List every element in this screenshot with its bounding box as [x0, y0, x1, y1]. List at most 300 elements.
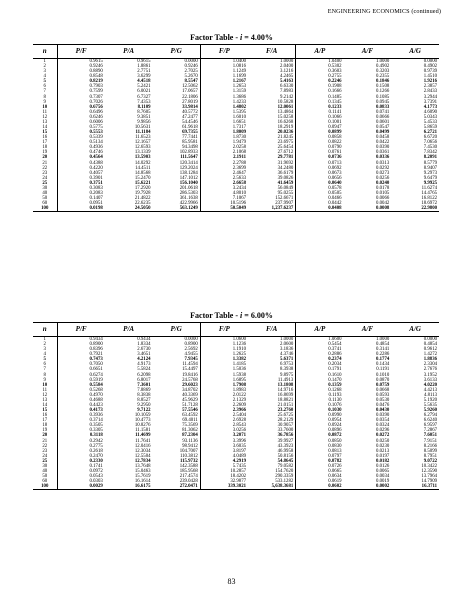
factor-cell: 3.1836: [280, 347, 294, 353]
factor-cell: 533.1282: [275, 479, 294, 485]
factor-cell: 16.6268: [277, 119, 294, 125]
factor-cell: 0.1030: [296, 408, 344, 413]
factor-cell: 115.9732: [180, 458, 198, 464]
factor-cell: 2.2788: [200, 161, 248, 166]
factor-cell: 1.4510: [423, 74, 437, 80]
factor-cell: 0.9615: [137, 59, 151, 64]
factor-cell: 0.4564: [57, 155, 105, 160]
factor-cell: 14.0292: [134, 160, 151, 166]
factor-cell: 0.0292: [376, 165, 390, 171]
factor-cell: 3.4651: [137, 352, 151, 358]
table-row: [33, 484, 439, 490]
factor-cell: 0.7026: [57, 100, 105, 105]
factor-cell: 0.0029: [57, 484, 105, 490]
factor-cell: 46.9958: [277, 448, 294, 454]
factor-cell: 0.1846: [376, 79, 390, 85]
factor-cell: 1.3159: [200, 89, 248, 94]
factor-cell: 0.0924: [296, 423, 344, 428]
factor-cell: 0.0499: [376, 130, 390, 136]
factor-cell: 0.0850: [296, 439, 344, 444]
factor-cell: 0.1066: [296, 115, 344, 120]
factor-cell: 0.0000: [184, 59, 198, 64]
factor-cell: 47.2477: [182, 114, 198, 120]
factor-cell: 2.3304: [423, 362, 437, 368]
factor-cell: 8.3938: [280, 367, 294, 373]
table-row: [33, 433, 439, 438]
factor-cell: 0.4970: [57, 393, 105, 398]
period-cell: 12: [42, 392, 48, 398]
factor-cell: 0.0065: [376, 469, 390, 475]
factor-cell: 6.6330: [280, 84, 294, 90]
factor-cell: 12.5504: [134, 453, 151, 459]
factor-cell: 5,638.3681: [248, 484, 296, 490]
factor-cell: 1.2167: [200, 79, 248, 84]
period-cell: 100: [33, 484, 57, 490]
factor-cell: 4.4518: [137, 79, 151, 85]
factor-cell: 1.6010: [200, 115, 248, 120]
factor-cell: 2.5633: [200, 176, 248, 181]
period-cell: 40: [42, 469, 48, 475]
factor-cell: 1.3382: [200, 357, 248, 362]
factor-cell: 23.2760: [277, 408, 294, 414]
factor-cell: 1.0000: [376, 337, 390, 342]
factor-cell: 16.1614: [134, 479, 151, 485]
factor-cell: 7.8983: [280, 89, 294, 95]
factor-cell: 1.0816: [200, 64, 248, 69]
factor-cell: 0.1908: [296, 84, 344, 89]
table-row: [33, 161, 439, 166]
factor-cell: 0.6756: [57, 105, 105, 110]
factor-cell: 0.1359: [296, 383, 344, 388]
factor-cell: 0.0019: [376, 479, 390, 485]
factor-cell: 9.0722: [423, 458, 437, 464]
factor-cell: 1.4185: [200, 362, 248, 367]
factor-cell: 2.7751: [137, 69, 151, 75]
factor-cell: 81.3062: [182, 428, 198, 434]
factor-cell: 7.2867: [423, 428, 437, 434]
factor-cell: 12.0061: [277, 104, 294, 110]
factor-cell: 14.7909: [421, 479, 437, 485]
factor-cell: 0.0066: [376, 196, 390, 202]
factor-cell: 1.9216: [423, 79, 437, 85]
factor-cell: 4.4213: [423, 387, 437, 393]
factor-cell: 54.8645: [277, 458, 294, 464]
page-number: 83: [227, 577, 236, 586]
factor-cell: 1.2653: [200, 84, 248, 89]
factor-cell: 0.4854: [376, 342, 390, 348]
factor-cell: 0.0324: [376, 423, 390, 429]
factor-cell: 13.1808: [277, 382, 294, 388]
factor-cell: 2.8543: [200, 423, 248, 428]
factor-cell: 27.6712: [277, 150, 294, 156]
factor-cell: 0.2618: [57, 449, 105, 454]
factor-cell: 3.2944: [423, 94, 437, 100]
factor-cell: 0.9434: [57, 337, 105, 343]
column-header: F/A: [248, 323, 296, 337]
table-row: [33, 373, 439, 378]
factor-cell: 5.1920: [423, 397, 437, 403]
factor-cell: 0.0790: [296, 145, 344, 150]
factor-cell: 5.5824: [137, 367, 151, 373]
factor-cell: 422.9966: [179, 201, 198, 207]
factor-cell: 0.3603: [296, 69, 344, 74]
factor-cell: 9.2973: [423, 170, 437, 176]
factor-cell: 6.2794: [423, 413, 437, 419]
factor-cell: 239.0428: [179, 479, 198, 485]
factor-cell: 1,237.6237: [248, 206, 296, 212]
period-cell: 8: [43, 372, 46, 378]
factor-cell: 4.2124: [137, 357, 151, 363]
factor-cell: 56.0849: [277, 185, 294, 191]
factor-cell: 0.0666: [376, 114, 390, 120]
factor-cell: 0.0354: [376, 418, 390, 424]
factor-cell: 3.6299: [137, 74, 151, 80]
factor-cell: 43.3923: [277, 443, 294, 449]
factor-cell: 13.7648: [134, 463, 151, 469]
table-row: [33, 367, 439, 372]
period-cell: 50: [42, 196, 48, 202]
factor-cell: 0.1233: [296, 105, 344, 110]
factor-cell: 14.8568: [134, 170, 151, 176]
factor-cell: 11.7641: [135, 438, 151, 444]
factor-cell: 0.0692: [296, 166, 344, 171]
factor-cell: 0.0361: [376, 150, 390, 156]
factor-cell: 2.8433: [423, 89, 437, 95]
factor-cell: 1.7317: [200, 125, 248, 130]
period-cell: 100: [33, 206, 57, 212]
factor-cell: 0.3305: [57, 428, 105, 433]
factor-cell: 14.4511: [135, 165, 151, 171]
factor-cell: 0.0899: [296, 130, 344, 135]
factor-cell: 6.7327: [137, 94, 151, 100]
factor-cell: 18.8821: [277, 397, 294, 403]
factor-cell: 147.1012: [179, 175, 198, 181]
factor-cell: 0.0602: [296, 484, 344, 490]
factor-cell: 5.4163: [280, 79, 294, 85]
factor-cell: 2.1329: [200, 398, 248, 403]
factor-cell: 129.2024: [179, 165, 198, 171]
factor-cell: 6.2098: [137, 372, 151, 378]
factor-cell: 10.5196: [200, 201, 248, 206]
factor-cell: 50.5049: [200, 206, 248, 212]
factor-cell: 201.0618: [179, 185, 198, 191]
factor-cell: 0.4936: [57, 145, 105, 150]
period-cell: 17: [42, 418, 48, 424]
factor-cell: 75.3569: [182, 423, 198, 429]
factor-cell: 0.0430: [376, 408, 390, 414]
factor-cell: 0.0797: [296, 454, 344, 459]
factor-cell: 0.5454: [296, 342, 344, 347]
table-row: [33, 166, 439, 171]
factor-cell: 0.2246: [296, 79, 344, 84]
factor-cell: 9.2950: [137, 403, 151, 409]
period-cell: 6: [43, 362, 46, 368]
factor-cell: 0.0390: [376, 145, 390, 151]
factor-cell: 93.1136: [182, 438, 198, 444]
factor-cell: 0.3714: [57, 418, 105, 423]
factor-cell: 0.0230: [376, 443, 390, 449]
factor-cell: 0.0822: [296, 140, 344, 145]
factor-cell: 10.1059: [134, 413, 151, 419]
factor-cell: 17.0657: [182, 89, 198, 95]
factor-cell: 69.4011: [182, 418, 198, 424]
factor-cell: 29.7781: [277, 155, 294, 161]
factor-cell: 0.1010: [376, 372, 390, 378]
factor-cell: 1.8730: [200, 135, 248, 140]
factor-cell: 0.3118: [57, 433, 105, 438]
factor-cell: 5.0343: [423, 114, 437, 120]
factor-cell: 5.9260: [423, 408, 437, 414]
factor-cell: 6.6720: [423, 135, 437, 141]
factor-cell: 12.5062: [182, 84, 198, 90]
factor-cell: 6.0021: [137, 89, 151, 95]
factor-cell: 0.7903: [57, 84, 105, 89]
factor-cell: 0.0272: [376, 433, 390, 439]
factor-cell: 0.0947: [296, 125, 344, 130]
factor-cell: 0.1741: [57, 464, 105, 469]
factor-cell: 8.9407: [423, 165, 437, 171]
factor-cell: 1.1249: [200, 69, 248, 74]
factor-cell: 8.8527: [137, 397, 151, 403]
column-header: P/F: [57, 45, 105, 59]
factor-cell: 6.6240: [423, 418, 437, 424]
factor-cell: 41.6459: [277, 180, 294, 186]
factor-cell: 0.9434: [137, 337, 151, 342]
factor-cell: 217.4574: [179, 474, 198, 480]
factor-cell: 0.0954: [296, 418, 344, 423]
factor-cell: 0.7473: [57, 357, 105, 362]
factor-cell: 0.0042: [376, 201, 390, 207]
factor-cell: 0.0505: [296, 191, 344, 196]
factor-cell: 0.0213: [376, 448, 390, 454]
factor-cell: 0.0830: [296, 444, 344, 449]
period-cell: 16: [42, 413, 48, 419]
factor-cell: 2.7676: [423, 367, 437, 373]
factor-cell: 5.6371: [280, 357, 294, 363]
factor-cell: 1.0000: [376, 59, 390, 64]
factor-cell: 13.5903: [134, 155, 151, 161]
factor-cell: 2.6658: [200, 181, 248, 186]
factor-cell: 0.5134: [57, 140, 105, 145]
factor-cell: 0.0858: [296, 135, 344, 140]
factor-cell: 361.1638: [179, 196, 198, 202]
factor-cell: 4.8113: [423, 392, 437, 398]
header-row: [33, 45, 439, 59]
factor-cell: 4.2465: [280, 74, 294, 80]
period-cell: 20: [42, 155, 48, 161]
factor-cell: 0.2886: [296, 352, 344, 357]
factor-cell: 22.1806: [182, 94, 198, 100]
factor-cell: 563.1249: [153, 206, 201, 212]
period-cell: 21: [42, 438, 48, 444]
factor-cell: 12.0416: [134, 443, 151, 449]
factor-cell: 0.0601: [376, 119, 390, 125]
factor-cell: 0.7921: [57, 352, 105, 357]
table-row: [33, 444, 439, 449]
period-cell: 7: [43, 367, 46, 373]
factor-cell: 120.3414: [179, 160, 198, 166]
factor-cell: 1.8861: [137, 64, 151, 70]
factor-cell: 54.4546: [182, 119, 198, 125]
factor-cell: 0.0240: [376, 180, 390, 186]
period-cell: 24: [42, 175, 48, 181]
factor-cell: 50.8156: [277, 453, 294, 459]
period-cell: 1: [43, 59, 46, 64]
factor-cell: 77.7441: [182, 135, 198, 141]
factor-cell: 3.6035: [200, 444, 248, 449]
period-cell: 13: [42, 397, 48, 403]
factor-cell: 10.5828: [277, 99, 294, 105]
factor-cell: 0.6496: [57, 110, 105, 115]
factor-cell: 3.3996: [200, 439, 248, 444]
factor-cell: 1.2625: [200, 352, 248, 357]
factor-cell: 16.6175: [105, 484, 153, 490]
factor-cell: 0.0945: [376, 99, 390, 105]
factor-cell: 57.5546: [182, 408, 198, 414]
factor-cell: 0.0000: [184, 337, 198, 342]
title-suffix: = 6.00%: [242, 311, 273, 320]
factor-cell: 0.0408: [296, 206, 344, 212]
factor-cell: 0.1191: [376, 367, 390, 373]
factor-cell: 7.9151: [423, 438, 437, 444]
factor-cell: 1.9479: [200, 140, 248, 145]
factor-cell: 11.4913: [277, 377, 294, 383]
period-cell: 12: [42, 114, 48, 120]
factor-cell: 339.3021: [200, 484, 248, 490]
factor-cell: 0.4746: [57, 150, 105, 155]
factor-cell: 8.5547: [184, 79, 198, 85]
factor-cell: 24.5768: [182, 377, 198, 383]
factor-cell: 1.8009: [200, 130, 248, 135]
factor-cell: 11.4594: [182, 362, 198, 368]
factor-cell: 4.9173: [137, 362, 151, 368]
factor-cell: 10.5631: [134, 125, 151, 131]
factor-cell: 0.5775: [57, 125, 105, 130]
factor-cell: 138.1284: [179, 170, 198, 176]
factor-cell: 0.0530: [376, 397, 390, 403]
column-header: P/A: [105, 323, 153, 337]
factor-cell: 39.9927: [277, 438, 294, 444]
factor-cell: 286.5303: [179, 191, 198, 197]
period-cell: 8: [43, 94, 46, 100]
factor-cell: 3.0256: [200, 428, 248, 433]
factor-cell: 0.1485: [296, 95, 344, 100]
factor-cell: 152.6671: [275, 196, 294, 202]
factor-cell: 12.3590: [421, 469, 437, 475]
period-cell: 25: [42, 180, 48, 186]
column-header: A/P: [296, 323, 344, 337]
factor-cell: 6.9753: [280, 362, 294, 368]
factor-cell: 272.0471: [153, 484, 201, 490]
factor-cell: 0.1076: [296, 403, 344, 408]
factor-cell: 1.3686: [200, 95, 248, 100]
factor-cell: 3.1216: [280, 69, 294, 75]
factor-cell: 0.3141: [376, 347, 390, 353]
factor-cell: 0.7050: [57, 362, 105, 367]
factor-cell: 2.3966: [200, 408, 248, 413]
factor-cell: 0.3751: [57, 181, 105, 186]
factor-cell: 4.0489: [200, 454, 248, 459]
factor-cell: 4.3746: [280, 352, 294, 358]
factor-cell: 25.6454: [277, 145, 294, 151]
factor-cell: 0.1508: [376, 84, 390, 90]
factor-cell: 0.2470: [57, 454, 105, 459]
factor-cell: 8.3838: [137, 392, 151, 398]
factor-cell: 290.3359: [275, 474, 294, 480]
factor-cell: 8.2091: [423, 155, 437, 161]
factor-cell: 0.4902: [376, 64, 390, 70]
factor-cell: 6.2721: [423, 130, 437, 136]
period-cell: 10: [42, 104, 48, 110]
factor-cell: 0.4057: [57, 171, 105, 176]
factor-cell: 0.0182: [376, 458, 390, 464]
factor-cell: 12.3034: [134, 448, 151, 454]
factor-cell: 0.2942: [57, 439, 105, 444]
factor-cell: 19.7928: [134, 191, 151, 197]
factor-cell: 2.6928: [200, 418, 248, 423]
column-header: P/F: [57, 323, 105, 337]
factor-cell: 142.3588: [179, 463, 198, 469]
factor-cell: 61.9618: [182, 125, 198, 131]
period-cell: 9: [43, 377, 46, 383]
factor-cell: 12.1657: [134, 140, 151, 146]
period-cell: 5: [43, 79, 46, 85]
factor-cell: 0.8900: [57, 342, 105, 347]
factor-cell: 94.3498: [182, 145, 198, 151]
factor-cell: 1.0400: [200, 59, 248, 65]
factor-cell: 5.5635: [423, 403, 437, 409]
factor-cell: 95.0255: [277, 191, 294, 197]
factor-cell: 25.6725: [277, 413, 294, 419]
factor-cell: 0.9246: [184, 64, 198, 70]
factor-cell: 0.0656: [296, 176, 344, 181]
title-prefix: Factor Table -: [190, 311, 241, 320]
factor-cell: 0.0782: [296, 459, 344, 464]
factor-cell: 0.1407: [57, 196, 105, 201]
period-cell: 4: [43, 74, 46, 80]
factor-cell: 5.7435: [200, 464, 248, 469]
factor-cell: 0.1470: [296, 378, 344, 383]
factor-cell: 0.0619: [296, 479, 344, 484]
factor-cell: 7.4530: [423, 145, 437, 151]
factor-cell: 0.0002: [344, 484, 392, 490]
factor-cell: 16.3711: [391, 484, 439, 490]
period-cell: 17: [42, 140, 48, 146]
period-cell: 19: [42, 428, 48, 434]
factor-cell: 0.0578: [296, 186, 344, 191]
factor-cell: 1.8836: [423, 357, 437, 363]
factor-cell: 1.6651: [200, 120, 248, 125]
factor-cell: 0.4173: [57, 408, 105, 413]
factor-cell: 0.0673: [296, 171, 344, 176]
factor-cell: 40.3369: [182, 392, 198, 398]
factor-cell: 2.0258: [200, 145, 248, 150]
factor-cell: 98.9412: [182, 443, 198, 449]
factor-cell: 0.0713: [296, 161, 344, 166]
factor-cell: 0.0273: [376, 170, 390, 176]
factor-cell: 0.9615: [57, 59, 105, 65]
period-cell: 1: [43, 337, 46, 342]
factor-cell: 0.0665: [296, 469, 344, 474]
factor-cell: 7.4353: [137, 99, 151, 105]
period-cell: 3: [43, 69, 46, 75]
factor-cell: 0.2083: [57, 191, 105, 196]
factor-cell: 1.1910: [200, 347, 248, 352]
factor-cell: 3.1952: [423, 372, 437, 378]
factor-cell: 0.2374: [296, 357, 344, 362]
factor-cell: 0.1434: [376, 362, 390, 368]
factor-cell: 3.8197: [200, 449, 248, 454]
